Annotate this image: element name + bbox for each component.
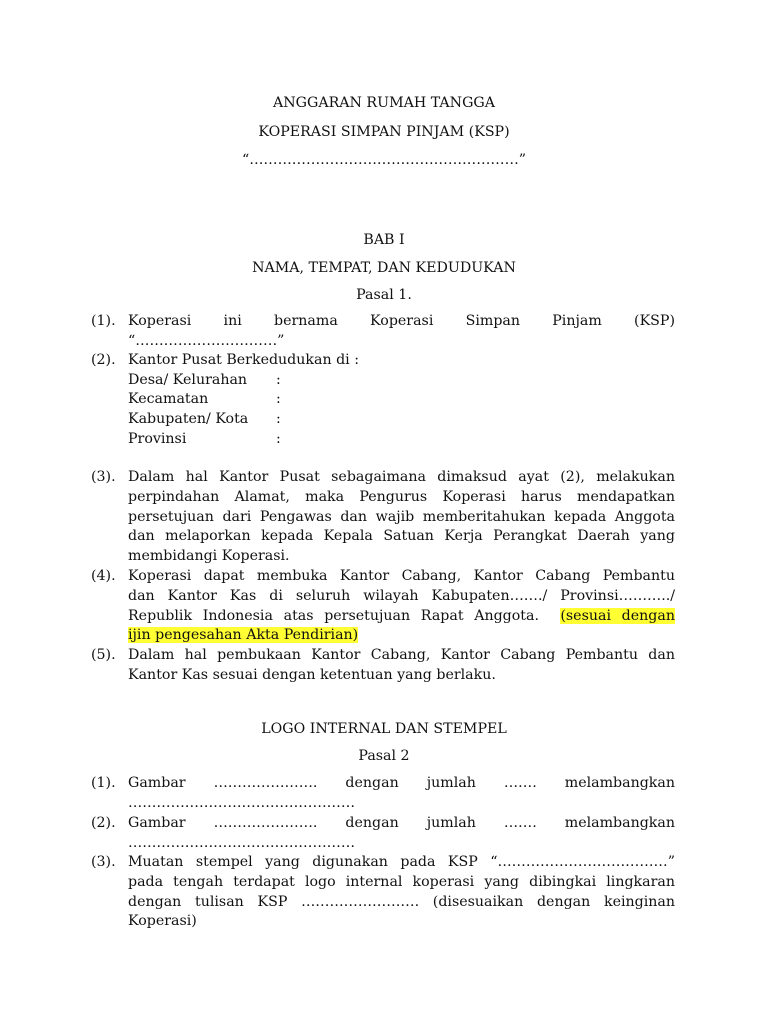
item-body bbox=[128, 567, 675, 646]
address-field-province bbox=[128, 429, 281, 449]
field-separator: : bbox=[276, 431, 281, 447]
item-body bbox=[128, 351, 675, 371]
item-text-line: Gambar …………………. dengan jumlah ……. melambangkan bbox=[128, 815, 675, 831]
field-separator: : bbox=[276, 411, 281, 427]
item-text-line: dan melaporkan kepada Kepala Satuan Kerja Perangkat Daerah yang bbox=[128, 528, 675, 545]
item-body bbox=[128, 774, 675, 814]
article-heading-1: Pasal 1. bbox=[356, 287, 412, 303]
item-text-line bbox=[128, 607, 675, 627]
item-text-line: Dalam hal pembukaan Kantor Cabang, Kantor Cabang Pembantu dan bbox=[128, 647, 675, 663]
document-title-line-3: “…………………………………………………” bbox=[241, 152, 527, 168]
chapter-number: BAB I bbox=[363, 232, 405, 248]
item-text-line: Kantor Pusat Berkedudukan di : bbox=[128, 352, 360, 368]
item-number: (5). bbox=[91, 647, 116, 663]
item-text-line: Gambar …………………. dengan jumlah ……. melambangkan bbox=[128, 775, 675, 791]
item-text-line: Dalam hal Kantor Pusat sebagaimana dimaksud ayat (2), melakukan bbox=[128, 469, 675, 485]
field-label: Desa/ Kelurahan bbox=[128, 372, 248, 388]
item-text-line: perpindahan Alamat, maka Pengurus Koperasi harus mendapatkan bbox=[128, 488, 675, 505]
field-separator: : bbox=[276, 372, 281, 388]
item-text-line bbox=[128, 626, 675, 646]
item-number: (3). bbox=[91, 854, 116, 870]
item-text-line: pada tengah terdapat logo internal koperasi yang dibingkai lingkaran bbox=[128, 873, 675, 890]
field-label: Kecamatan bbox=[128, 391, 209, 407]
address-field-village bbox=[128, 370, 281, 390]
item-number: (4). bbox=[91, 568, 116, 584]
item-text-line: Koperasi) bbox=[128, 913, 197, 930]
item-body bbox=[128, 468, 675, 567]
article-heading-2: Pasal 2 bbox=[358, 748, 410, 764]
address-field-district bbox=[128, 389, 281, 409]
field-label: Provinsi bbox=[128, 431, 187, 447]
document-title-line-2: KOPERASI SIMPAN PINJAM (KSP) bbox=[258, 124, 510, 140]
item-number: (2). bbox=[91, 815, 116, 831]
item-text-line: ………………………………………… bbox=[128, 834, 355, 851]
item-text-line: Koperasi dapat membuka Kantor Cabang, Kantor Cabang Pembantu bbox=[128, 568, 675, 584]
item-text-line: dan Kantor Kas di seluruh wilayah Kabupaten……./ Provinsi………../ bbox=[128, 587, 675, 604]
item-text-line: membidangi Koperasi. bbox=[128, 548, 290, 565]
item-text-line: ………………………………………… bbox=[128, 794, 355, 811]
item-number: (2). bbox=[91, 352, 116, 368]
item-text-plain: Republik Indonesia atas persetujuan Rapat Anggota. bbox=[128, 607, 539, 624]
field-label: Kabupaten/ Kota bbox=[128, 411, 249, 427]
item-text-line: dengan tulisan KSP ……………………. (disesuaikan dengan keinginan bbox=[128, 893, 675, 910]
item-number: (3). bbox=[91, 469, 116, 485]
item-text-line: Kantor Kas sesuai dengan ketentuan yang berlaku. bbox=[128, 666, 496, 683]
item-body bbox=[128, 312, 675, 352]
chapter-heading: NAMA, TEMPAT, DAN KEDUDUKAN bbox=[252, 260, 516, 276]
item-text-line: Muatan stempel yang digunakan pada KSP “………………………………” bbox=[128, 854, 675, 870]
item-text-line: “…………………………” bbox=[128, 332, 285, 349]
item-text-line: Koperasi ini bernama Koperasi Simpan Pinjam (KSP) bbox=[128, 313, 675, 329]
highlighted-note: ijin pengesahan Akta Pendirian) bbox=[128, 627, 359, 644]
item-number: (1). bbox=[91, 775, 116, 791]
section-heading-logo: LOGO INTERNAL DAN STEMPEL bbox=[261, 721, 507, 737]
item-body bbox=[128, 814, 675, 854]
item-text-line: persetujuan dari Pengawas dan wajib memberitahukan kepada Anggota bbox=[128, 508, 675, 525]
item-number: (1). bbox=[91, 313, 116, 329]
item-body bbox=[128, 646, 675, 686]
highlighted-note: (sesuai dengan bbox=[560, 607, 675, 624]
address-field-regency bbox=[128, 409, 281, 429]
field-separator: : bbox=[276, 391, 281, 407]
document-title-line-1: ANGGARAN RUMAH TANGGA bbox=[273, 95, 495, 111]
item-body bbox=[128, 853, 675, 932]
